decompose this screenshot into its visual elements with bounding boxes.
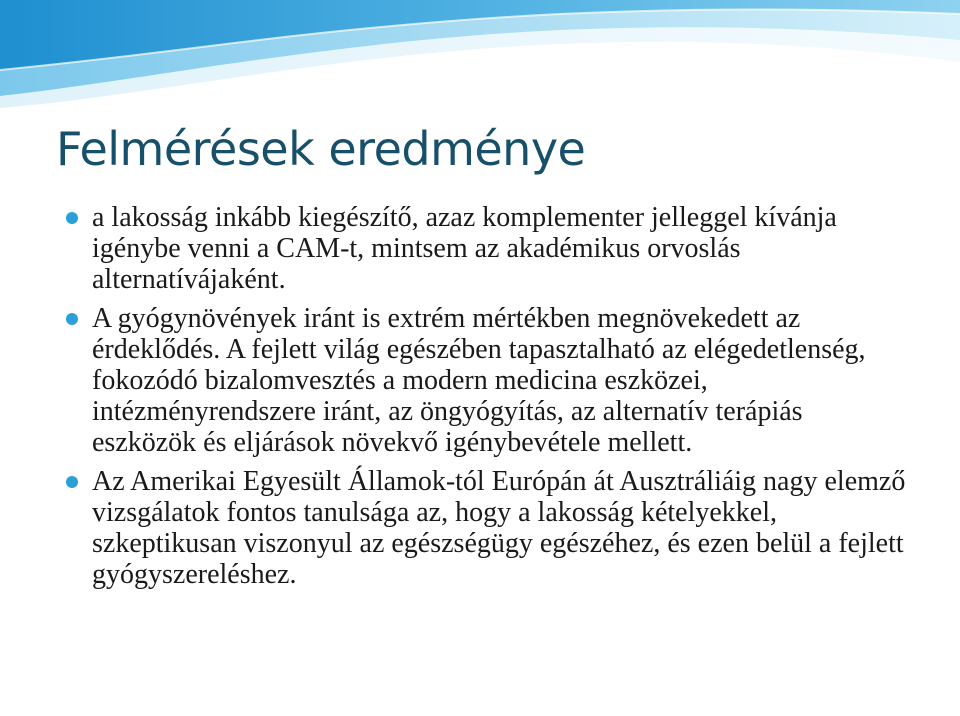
bullet-list	[92, 202, 912, 598]
bullet-dot-icon	[66, 212, 78, 224]
bullet-item	[92, 303, 912, 458]
bullet-dot-icon	[66, 476, 78, 488]
bullet-text: Az Amerikai Egyesült Államok-tól Európán át Ausztráliáig nagy elemző vizsgálatok fontos tanulsága az, hogy a lakosság kételyekkel, szkeptikusan viszonyul az egészségügy egészéhez, és ezen belül a fejlett gyógyszereléshez.	[92, 466, 906, 590]
header-wave-decoration	[0, 0, 960, 120]
bullet-dot-icon	[66, 313, 78, 325]
bullet-item	[92, 202, 912, 295]
bullet-item	[92, 466, 912, 590]
bullet-text: a lakosság inkább kiegészítő, azaz komplementer jelleggel kívánja igénybe venni a CAM-t, mintsem az akadémikus orvoslás alternatívájaként.	[92, 202, 837, 295]
slide-title: Felmérések eredménye	[56, 122, 586, 176]
bullet-text: A gyógynövények iránt is extrém mértékben megnövekedett az érdeklődés. A fejlett világ egészében tapasztalható az elégedetlenség, fokozódó bizalomvesztés a modern medicina eszközei, intézményrendszere iránt, az öngyógyítás, az alternatív terápiás eszközök és eljárások növekvő igénybevétele mellett.	[92, 303, 866, 458]
